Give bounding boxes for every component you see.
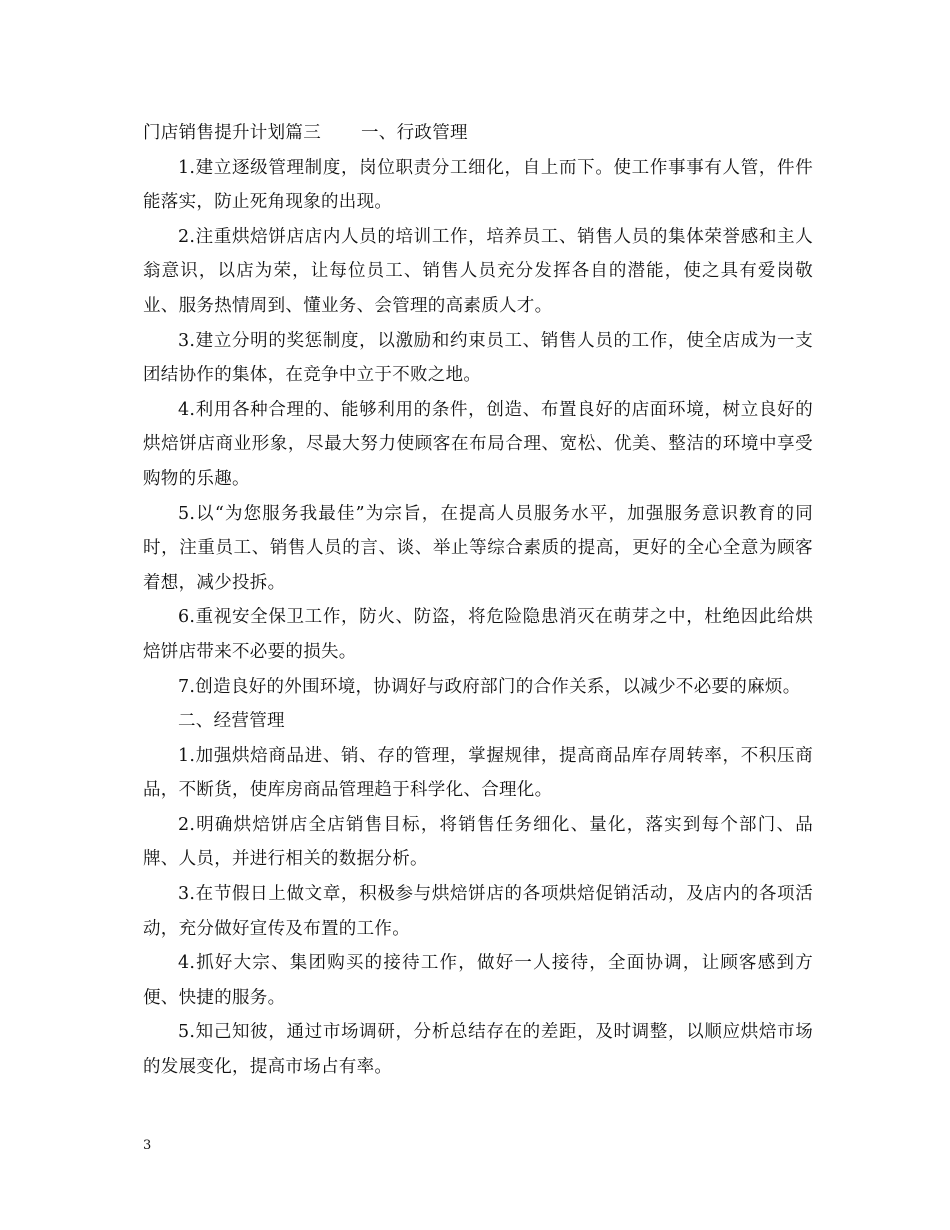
admin-item-4: 4.利用各种合理的、能够利用的条件，创造、布置良好的店面环境，树立良好的烘焙饼店商业形象，尽最大努力使顾客在布局合理、宽松、优美、整洁的环境中享受购物的乐趣。 bbox=[143, 399, 813, 489]
section-heading-admin: 一、行政管理 bbox=[361, 123, 468, 143]
admin-item-3: 3.建立分明的奖惩制度，以激励和约束员工、销售人员的工作，使全店成为一支团结协作的集体，在竞争中立于不败之地。 bbox=[143, 330, 813, 386]
admin-item-2: 2.注重烘焙饼店店内人员的培训工作，培养员工、销售人员的集体荣誉感和主人翁意识，以店为荣，让每位员工、销售人员充分发挥各自的潜能，使之具有爱岗敬业、服务热情周到、懂业务、会管理的高素质人才。 bbox=[143, 226, 813, 316]
operations-item-2: 2.明确烘焙饼店全店销售目标，将销售任务细化、量化，落实到每个部门、品牌、人员，并进行相关的数据分析。 bbox=[143, 814, 813, 870]
page-number: 3 bbox=[143, 1138, 152, 1153]
operations-item-1: 1.加强烘焙商品进、销、存的管理，掌握规律，提高商品库存周转率，不积压商品，不断货，使库房商品管理趋于科学化、合理化。 bbox=[143, 745, 813, 801]
admin-item-7: 7.创造良好的外围环境，协调好与政府部门的合作关系，以减少不必要的麻烦。 bbox=[178, 676, 801, 697]
section-heading-operations: 二、经营管理 bbox=[178, 711, 285, 732]
document-body bbox=[143, 116, 813, 1085]
operations-item-4: 4.抓好大宗、集团购买的接待工作，做好一人接待，全面协调，让顾客感到方便、快捷的服务。 bbox=[143, 953, 813, 1008]
admin-item-1: 1.建立逐级管理制度，岗位职责分工细化，自上而下。使工作事事有人管，件件能落实，防止死角现象的出现。 bbox=[143, 157, 813, 213]
admin-item-6: 6.重视安全保卫工作，防火、防盗，将危险隐患消灭在萌芽之中，杜绝因此给烘焙饼店带来不必要的损失。 bbox=[143, 607, 813, 662]
admin-item-5: 5.以“为您服务我最佳”为宗旨，在提高人员服务水平，加强服务意识教育的同时，注重员工、销售人员的言、谈、举止等综合素质的提高，更好的全心全意为顾客着想，减少投拆。 bbox=[143, 503, 813, 593]
operations-item-5: 5.知己知彼，通过市场调研，分析总结存在的差距，及时调整，以顺应烘焙市场的发展变化，提高市场占有率。 bbox=[143, 1022, 813, 1078]
document-title: 门店销售提升计划篇三 bbox=[143, 123, 321, 143]
title-line bbox=[143, 116, 813, 151]
operations-item-3: 3.在节假日上做文章，积极参与烘焙饼店的各项烘焙促销活动，及店内的各项活动，充分做好宣传及布置的工作。 bbox=[143, 884, 813, 939]
